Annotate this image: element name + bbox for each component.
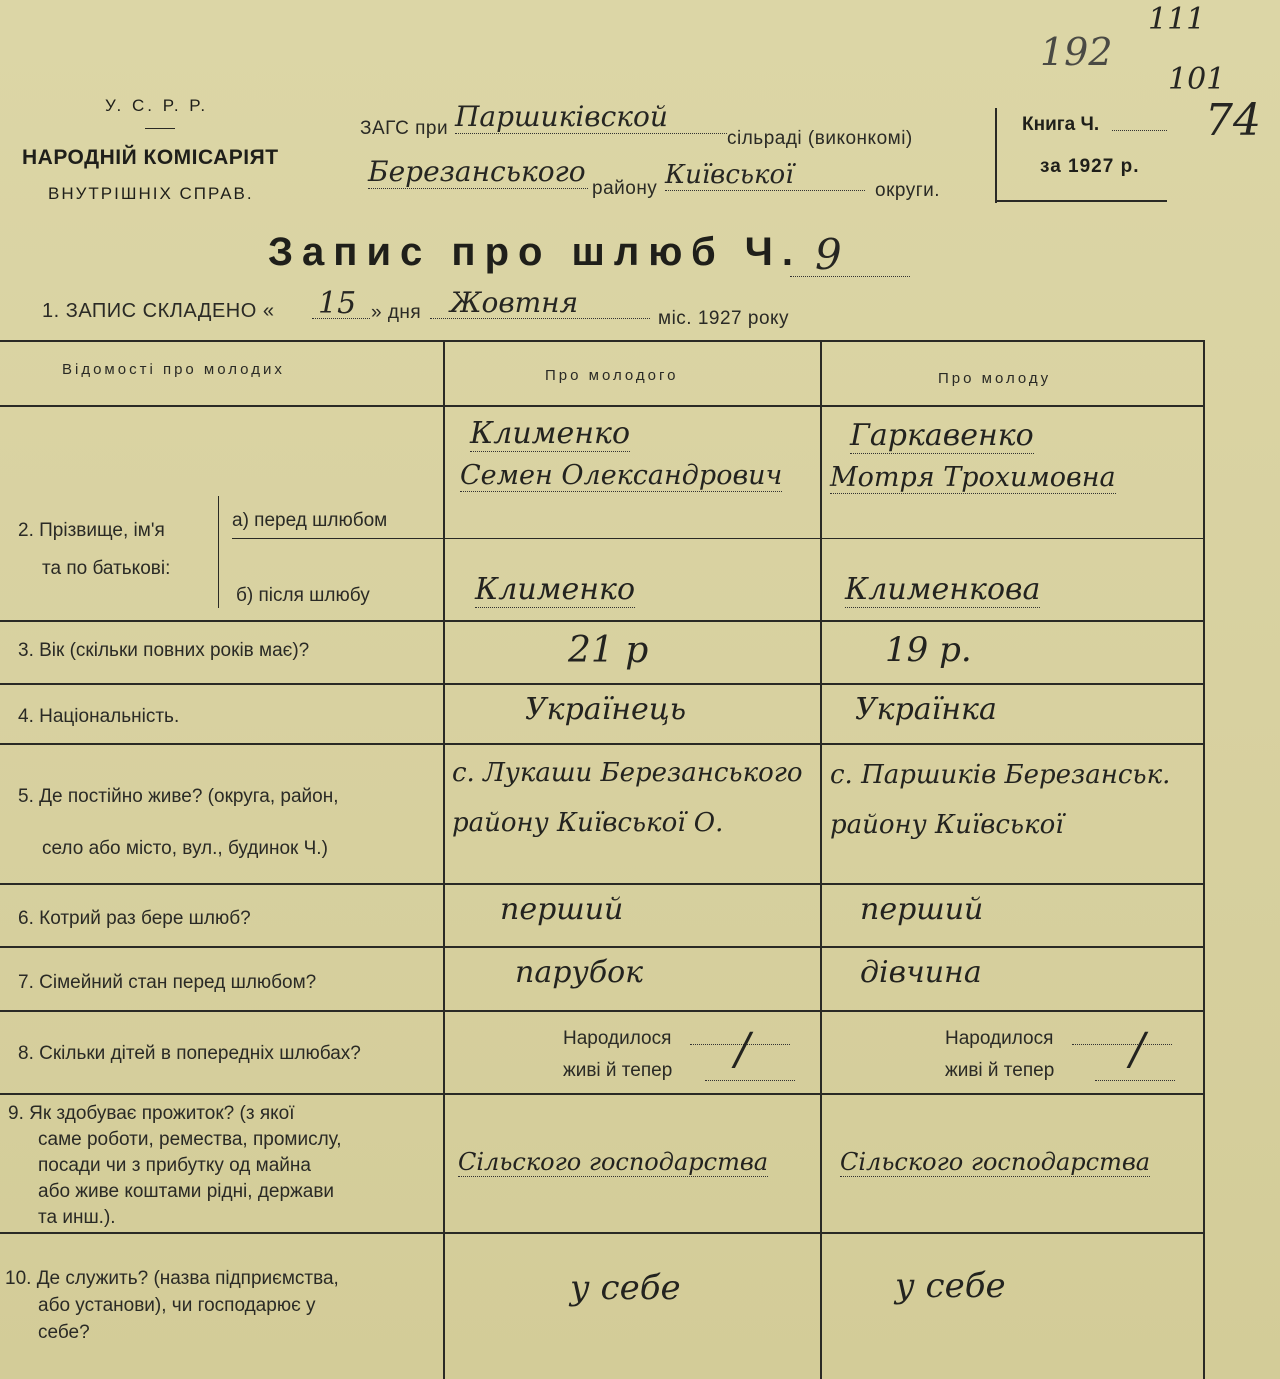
header-ussr: У. С. Р. Р.	[105, 96, 209, 115]
council-label: сільраді (виконкомі)	[727, 128, 913, 149]
bride-born-label: Народилося	[945, 1028, 1054, 1049]
bride-marriage-count: перший	[860, 892, 984, 927]
archive-number-2: 111	[1148, 2, 1206, 37]
bride-alive-line	[1095, 1080, 1175, 1081]
row10-label-2: або установи), чи господарює у	[38, 1295, 316, 1316]
row4-bottom	[0, 743, 1205, 745]
row2-sub-a: а) перед шлюбом	[232, 510, 388, 531]
col-divider-1	[443, 340, 445, 1379]
header-bride: Про молоду	[938, 370, 1052, 387]
groom-workplace: у себе	[570, 1268, 681, 1308]
row5-label-1: 5. Де постійно живе? (округа, район,	[18, 786, 339, 807]
row3-bottom	[0, 683, 1205, 685]
bride-livelihood: Сільского господарства	[840, 1148, 1151, 1176]
row9-label-4: або живе коштами рідні, держави	[38, 1181, 335, 1202]
groom-marriage-count: перший	[500, 892, 624, 927]
header-internal-affairs: ВНУТРІШНІХ СПРАВ.	[48, 184, 254, 203]
table-header-bottom	[0, 405, 1205, 407]
row2-bottom	[0, 620, 1205, 622]
row9-bottom	[0, 1232, 1205, 1234]
row2-label-cont: та по батькові:	[42, 558, 171, 579]
zags-prefix: ЗАГС при	[360, 118, 449, 139]
bride-children-mark: /	[1130, 1024, 1145, 1075]
bride-marital-status: дівчина	[860, 955, 982, 990]
book-number-line	[1112, 130, 1167, 131]
book-box-left	[995, 108, 997, 203]
document-title: Запис про шлюб Ч.	[268, 230, 802, 274]
row9-label-2: саме роботи, ремества, промислу,	[38, 1129, 342, 1150]
header-commissariat: НАРОДНІЙ КОМІСАРІЯТ	[22, 146, 279, 169]
groom-alive-label: живі й тепер	[563, 1060, 673, 1081]
row10-label-1: 10. Де служить? (назва підприємства,	[5, 1268, 339, 1289]
record-day: 15	[318, 286, 357, 321]
row2-sub-b: б) після шлюбу	[236, 585, 370, 606]
bride-surname-before: Гаркавенко	[850, 418, 1034, 453]
bride-nationality: Українка	[855, 692, 997, 727]
row2-sub-a-line	[232, 538, 444, 539]
record-day-suffix: » дня	[371, 302, 422, 323]
bride-born-line	[1072, 1044, 1172, 1045]
book-label: Книга Ч.	[1022, 114, 1100, 135]
row6-bottom	[0, 946, 1205, 948]
row6-label: 6. Котрий раз бере шлюб?	[18, 908, 251, 929]
groom-surname-after: Клименко	[475, 572, 636, 607]
groom-name-before: Семен Олександрович	[460, 460, 783, 491]
header-groom: Про молодого	[545, 367, 679, 384]
row9-label-5: та инш.).	[38, 1207, 116, 1228]
okrug-value: Київської	[665, 160, 865, 191]
book-box-bottom	[995, 200, 1167, 202]
groom-born-label: Народилося	[563, 1028, 672, 1049]
bride-name-before: Мотря Трохимовна	[830, 462, 1116, 493]
row4-label: 4. Національність.	[18, 706, 180, 727]
header-info: Відомості про молодих	[62, 361, 285, 378]
district-label: району	[592, 178, 658, 199]
record-number: 9	[815, 230, 842, 279]
book-year: за 1927 р.	[1040, 156, 1140, 177]
record-day-line	[312, 318, 370, 319]
bride-residence-1: с. Паршиків Березанськ.	[830, 760, 1171, 790]
bride-alive-label: живі й тепер	[945, 1060, 1055, 1081]
groom-residence-2: району Київської О.	[452, 808, 724, 838]
col-divider-2	[820, 340, 822, 1379]
row2-split	[443, 538, 1205, 539]
groom-livelihood: Сільского господарства	[458, 1148, 769, 1176]
row8-label: 8. Скільки дітей в попередніх шлюбах?	[18, 1043, 361, 1064]
row2-brace	[218, 496, 219, 608]
groom-children-mark: /	[735, 1024, 750, 1075]
groom-nationality: Українець	[525, 692, 687, 727]
record-month: Жовтня	[450, 286, 579, 319]
zags-village: Паршиківской	[455, 100, 727, 134]
record-number-line	[790, 276, 910, 277]
row9-label-1: 9. Як здобуває прожиток? (з якої	[8, 1103, 295, 1124]
row7-label: 7. Сімейний стан перед шлюбом?	[18, 972, 317, 993]
groom-marital-status: парубок	[515, 955, 644, 990]
header-divider	[145, 128, 175, 129]
archive-number-3: 101	[1168, 62, 1226, 97]
bride-surname-after: Клименкова	[845, 572, 1041, 607]
groom-alive-line	[705, 1080, 795, 1081]
bride-age: 19 р.	[885, 630, 972, 670]
archive-number-4: 74	[1205, 95, 1261, 146]
row5-label-2: село або місто, вул., будинок Ч.)	[42, 838, 328, 859]
table-right	[1203, 340, 1205, 1379]
groom-age: 21 р	[568, 630, 649, 671]
bride-workplace: у себе	[895, 1266, 1006, 1306]
record-date-label: 1. ЗАПИС СКЛАДЕНО «	[42, 300, 275, 322]
district-value: Березанського	[368, 155, 588, 189]
archive-number-1: 192	[1040, 30, 1113, 74]
row5-bottom	[0, 883, 1205, 885]
bride-residence-2: району Київської	[830, 810, 1064, 840]
row2-label: 2. Прізвище, ім'я	[18, 520, 165, 541]
row3-label: 3. Вік (скільки повних років має)?	[18, 640, 310, 661]
okrug-label: округи.	[875, 180, 941, 201]
row7-bottom	[0, 1010, 1205, 1012]
row8-bottom	[0, 1093, 1205, 1095]
row10-label-3: себе?	[38, 1322, 90, 1343]
record-month-line	[430, 318, 650, 319]
groom-surname-before: Клименко	[470, 416, 631, 451]
record-year: міс. 1927 року	[658, 308, 790, 329]
row9-label-3: посади чи з прибутку од майна	[38, 1155, 311, 1176]
table-top	[0, 340, 1205, 342]
groom-residence-1: с. Лукаши Березанського	[452, 758, 803, 788]
